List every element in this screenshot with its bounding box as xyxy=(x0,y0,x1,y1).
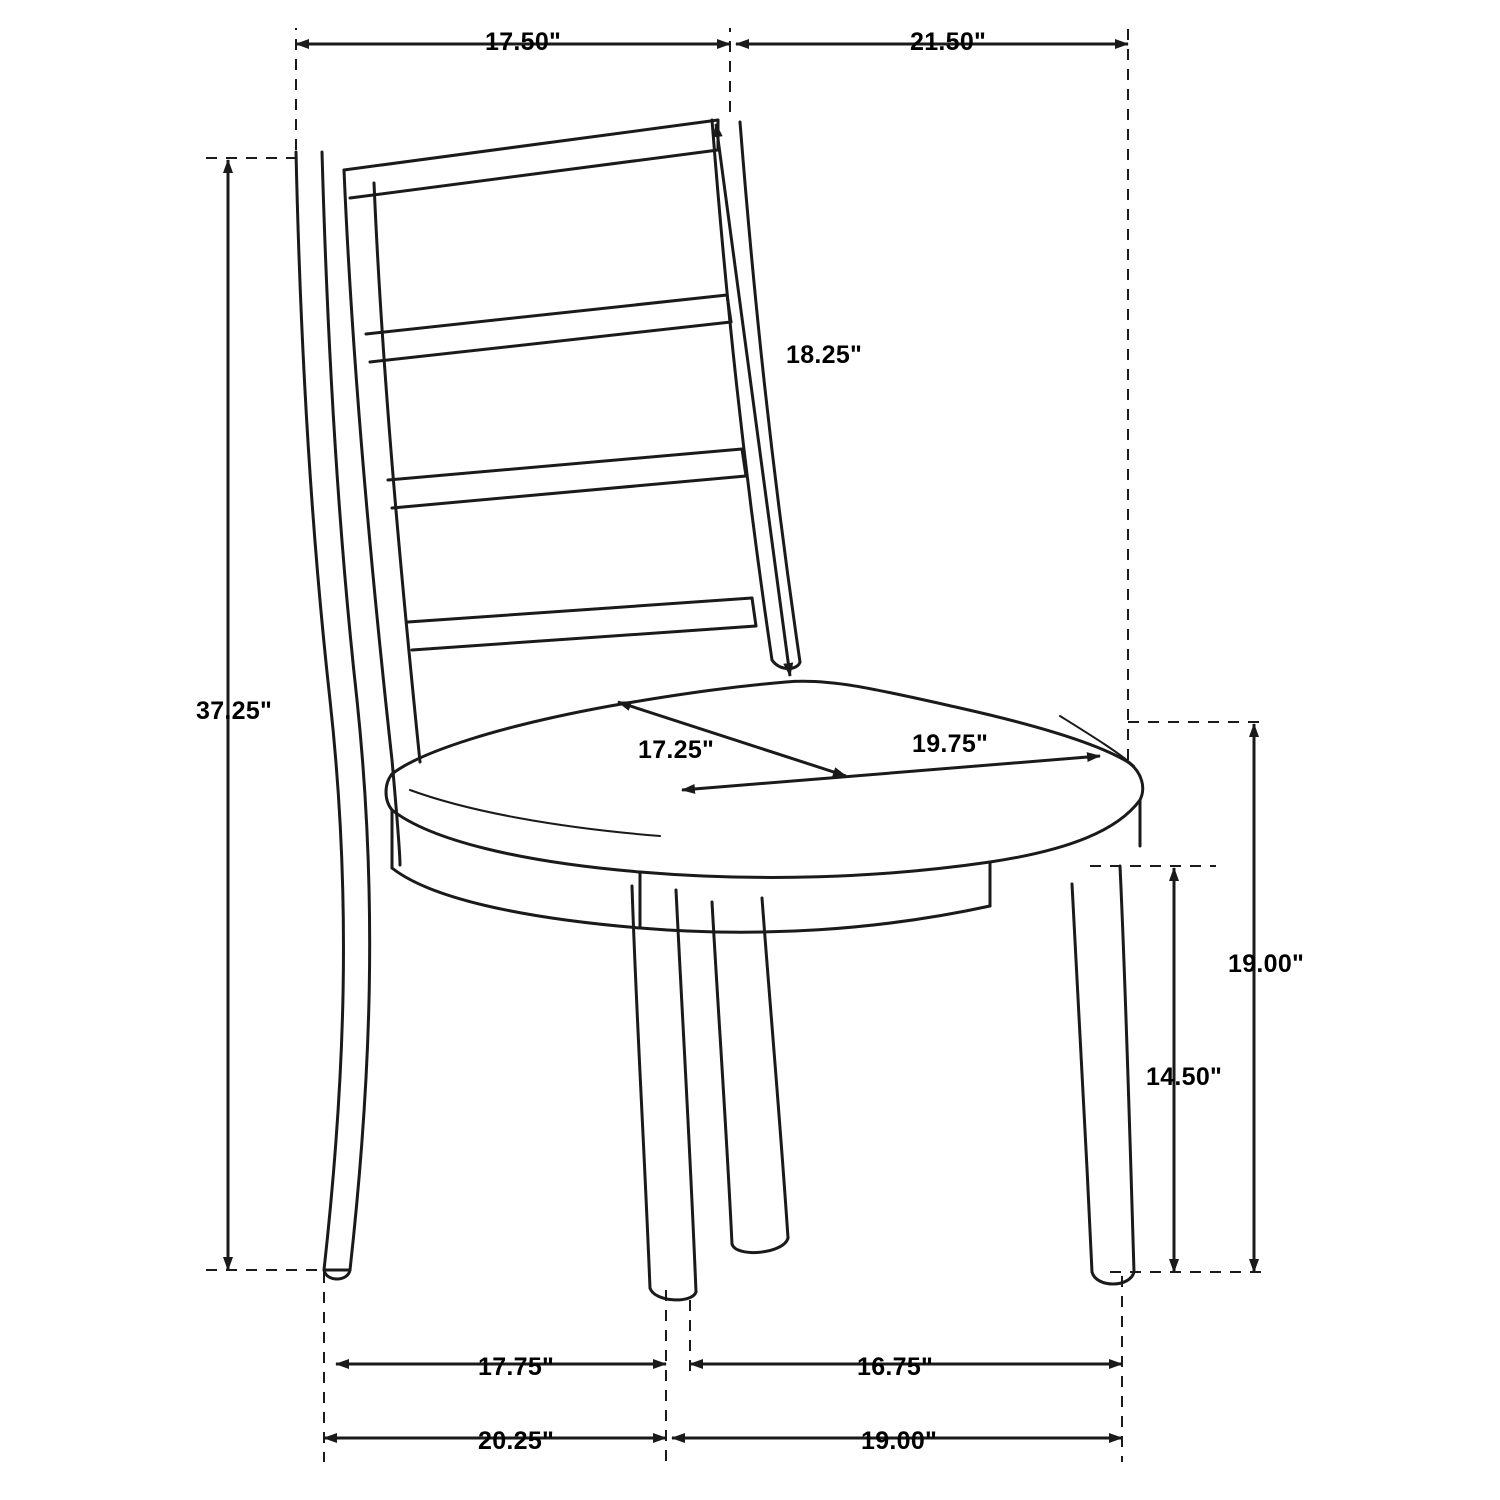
chair-illustration xyxy=(296,120,1143,1300)
dimension-label-seat-height-right: 19.00" xyxy=(1228,950,1305,978)
dimension-label-seat-height-inner: 14.50" xyxy=(1146,1063,1223,1091)
dimension-label-seat-depth: 17.25" xyxy=(638,736,715,764)
dimension-label-rear-leg-span: 16.75" xyxy=(857,1353,934,1381)
dimension-label-front-leg-span: 17.75" xyxy=(478,1353,555,1381)
dimension-label-overall-depth-left: 20.25" xyxy=(478,1427,555,1455)
dimension-label-top-right-width: 21.50" xyxy=(910,28,987,56)
dimension-label-overall-depth-right: 19.00" xyxy=(861,1427,938,1455)
dimension-label-top-left-width: 17.50" xyxy=(485,28,562,56)
extension-lines xyxy=(206,28,1268,1462)
dimension-label-back-height: 18.25" xyxy=(786,341,863,369)
dimension-label-seat-width: 19.75" xyxy=(912,730,989,758)
dimension-label-overall-height: 37.25" xyxy=(196,697,273,725)
